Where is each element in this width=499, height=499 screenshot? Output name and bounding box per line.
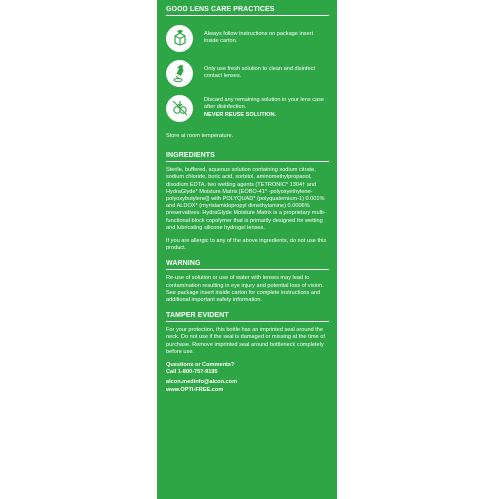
discard-solution-icon xyxy=(166,95,193,122)
care-item-discard xyxy=(166,91,329,125)
warning-heading: WARNING xyxy=(166,260,201,268)
storage-note: Store at room temperature. xyxy=(166,133,234,139)
care-heading: GOOD LENS CARE PRACTICES xyxy=(166,6,275,13)
care-item-text: Discard any remaining solution in your lens case after disinfection. NEVER REUSE SOLUTION. xyxy=(204,97,329,119)
ingredients-heading: INGREDIENTS xyxy=(166,152,215,160)
ingredients-divider xyxy=(166,161,329,162)
care-item-fresh-solution xyxy=(166,56,329,90)
care-item-text: Always follow instructions on package insert inside carton. xyxy=(204,30,314,44)
reuse-warning: NEVER REUSE SOLUTION. xyxy=(204,111,277,118)
carton-side-panel xyxy=(157,0,337,499)
ingredients-text: Sterile, buffered, aqueous solution containing sodium citrate, sodium chloride, boric acid, sorbitol, aminomethylpropanol, disodium EDTA, two wetting agents (TETRONIC* 1304† and HydraGlyde* Moisture Matrix [EOBO-41* -polyoxyethylene-polyoxybutylene]) with POLYQUAD* (polyquaternium-1) 0.001% and ALDOX* (myristamidopropyl dimethylamine) 0.0006% preservatives. HydraGlyde Moisture Matrix is a proprietary multi-functional block copolymer that is primarily designed for wetting and lubricating silicone hydrogel lenses. xyxy=(166,167,326,231)
contact-phone: Call 1-800-757-9195 xyxy=(166,369,218,376)
contact-info xyxy=(166,362,329,394)
tamper-heading: TAMPER EVIDENT xyxy=(166,312,229,320)
instructions-box-icon xyxy=(166,25,193,52)
allergy-note: If you are allergic to any of the above ingredients, do not use this product. xyxy=(166,238,327,252)
care-item-instructions xyxy=(166,21,329,55)
solution-bottle-icon xyxy=(166,60,193,87)
care-item-text: Only use fresh solution to clean and disinfect contact lenses. xyxy=(204,65,316,79)
contact-email: alcon.medinfo@alcon.com xyxy=(166,379,238,386)
contact-website: www.OPTI-FREE.com xyxy=(166,386,224,393)
tamper-divider xyxy=(166,321,329,322)
warning-divider xyxy=(166,269,329,270)
care-divider xyxy=(166,15,329,16)
warning-text: Re-use of solution or use of water with lenses may lead to contamination resulting in eye injury and potential loss of vision. See package insert inside carton for complete instructions and additional important safety information. xyxy=(166,275,324,304)
tamper-text: For your protection, this bottle has an imprinted seal around the neck. Do not use if the seal is damaged or missing at the time of purchase. Remove imprinted seal around bottleneck completely before use. xyxy=(166,327,325,355)
contact-question: Questions or Comments? xyxy=(166,362,235,369)
